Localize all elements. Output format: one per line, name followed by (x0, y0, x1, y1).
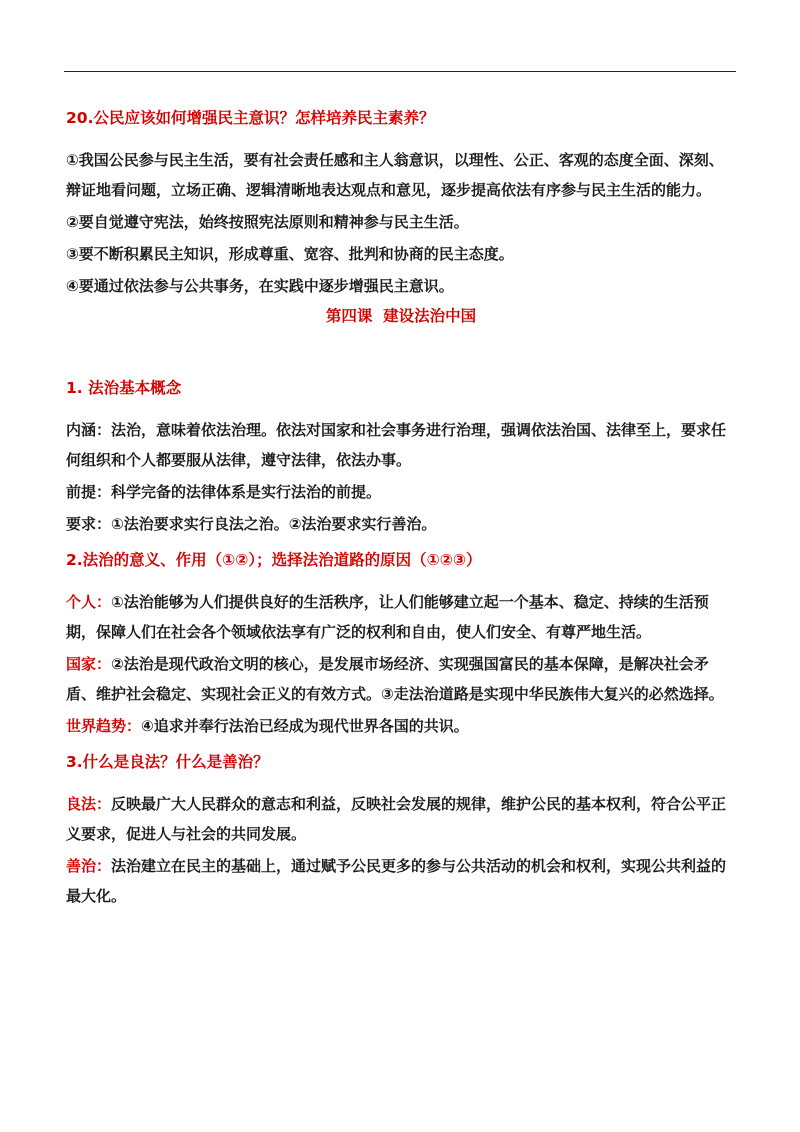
s2-text-national: ②法治是现代政治文明的核心，是发展市场经济、实现强国富民的基本保障，是解决社会矛盾、维护社会稳定、实现社会正义的有效方式。③走法治道路是实现中华民族伟大复兴的必然选择。 (66, 655, 724, 703)
s2-item-national (66, 649, 736, 709)
q20-item-1: ①我国公民参与民主生活，要有社会责任感和主人翁意识，以理性、公正、客观的态度全面、深刻、辩证地看问题，立场正确、逻辑清晰地表达观点和意见，逐步提高依法有序参与民主生活的能力。 (66, 151, 724, 199)
top-rule (64, 71, 736, 72)
s3-item-good-law (66, 789, 736, 849)
s2-label-national: 国家： (66, 655, 112, 673)
content (66, 103, 736, 911)
s2-label-personal: 个人： (66, 593, 112, 611)
s2-item-personal (66, 587, 736, 647)
s2-label-world: 世界趋势： (66, 717, 142, 735)
s3-label-good-governance: 善治： (66, 857, 112, 875)
s3-text-good-governance: 法治建立在民主的基础上，通过赋予公民更多的参与公共活动的机会和权利，实现公共利益的最大化。 (66, 857, 727, 905)
s1-title: 1. 法治基本概念 (66, 379, 182, 397)
lesson-title: 第四课 建设法治中国 (325, 307, 477, 325)
s3-item-good-governance (66, 851, 736, 911)
s3-text-good-law: 反映最广大人民群众的意志和利益，反映社会发展的规律，维护公民的基本权利，符合公平正义要求，促进人与社会的共同发展。 (66, 795, 727, 843)
s2-title: 2.法治的意义、作用（①②）；选择法治道路的原因（①②③） (66, 551, 482, 569)
s2-item-world (66, 711, 736, 741)
s1-item-3: 要求：①法治要求实行良法之治。②法治要求实行善治。 (66, 515, 437, 533)
s3-label-good-law: 良法： (66, 795, 112, 813)
s1-item-2: 前提：科学完备的法律体系是实行法治的前提。 (66, 483, 382, 501)
q20-item-2: ②要自觉遵守宪法，始终按照宪法原则和精神参与民主生活。 (66, 213, 469, 231)
s2-text-world: ④追求并奉行法治已经成为现代世界各国的共识。 (141, 717, 469, 735)
q20-title: 20.公民应该如何增强民主意识？怎样培养民主素养？ (66, 109, 435, 127)
s1-item-1: 内涵：法治，意味着依法治理。依法对国家和社会事务进行治理，强调依法治国、法律至上，要求任何组织和个人都要服从法律，遵守法律，依法办事。 (66, 421, 727, 469)
q20-item-3: ③要不断积累民主知识，形成尊重、宽容、批判和协商的民主态度。 (66, 245, 514, 263)
s2-text-personal: ①法治能够为人们提供良好的生活秩序，让人们能够建立起一个基本、稳定、持续的生活预期，保障人们在社会各个领域依法享有广泛的权利和自由，使人们安全、有尊严地生活。 (66, 593, 709, 641)
q20-item-4: ④要通过依法参与公共事务，在实践中逐步增强民主意识。 (66, 277, 454, 295)
s3-title: 3.什么是良法？什么是善治？ (66, 753, 269, 771)
